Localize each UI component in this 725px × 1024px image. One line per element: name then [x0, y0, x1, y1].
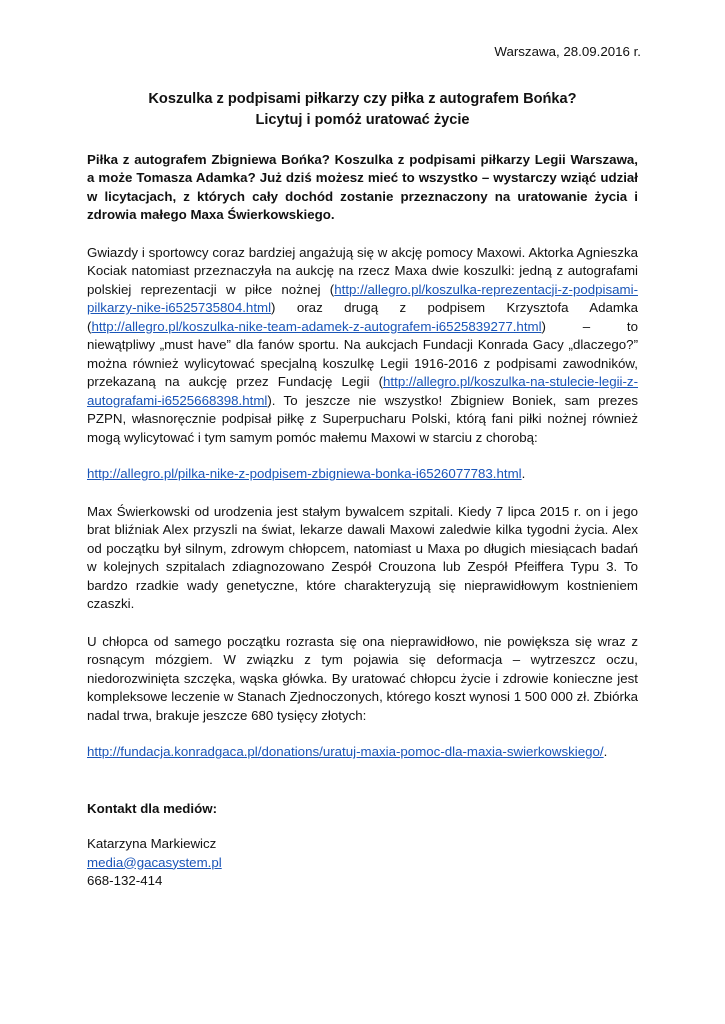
contact-email-link[interactable]: media@gacasystem.pl [87, 854, 222, 870]
link-legia-shirt[interactable]: http://allegro.pl/koszulka-na-stulecie-legii-z-autografami-i6525668398.html [87, 374, 638, 408]
contact-name: Katarzyna Markiewicz [87, 836, 217, 851]
title-line-2: Licytuj i pomóż uratować życie [255, 111, 470, 128]
link-trailing-dot: . [521, 466, 526, 481]
paragraph-text: ) oraz drugą z podpisem Krzysztofa Adamka ( [87, 300, 638, 334]
link-adamek-shirt[interactable]: http://allegro.pl/koszulka-nike-team-adamek-z-autografem-i6525839277.html [91, 318, 542, 334]
document-date: Warszawa, 28.09.2016 r. [494, 44, 641, 59]
link-trailing-dot: . [603, 744, 608, 759]
contact-block [87, 835, 638, 891]
contact-phone: 668-132-414 [87, 873, 163, 888]
link-boniek-ball[interactable]: http://allegro.pl/pilka-nike-z-podpisem-zbigniewa-bonka-i6526077783.html [87, 466, 522, 481]
paragraph-text: ) – to niewątpliwy „must have” dla fanów sportu. Na aukcjach Fundacji Konrada Gacy „dlaczego?” można również wylicytować specjalną koszulkę Legii 1916-2016 z podpisami zawodników, przekazaną na aukcję przez Fundację Legii ( [87, 318, 638, 389]
paragraph-text: ). To jeszcze nie wszystko! Zbigniew Boniek, sam prezes PZPN, własnoręcznie podpisał piłkę z Superpucharu Polski, którą fani piłki nożnej również mogą wylicytować i tym samym pomóc małemu Maxowi w starciu z chorobą: [87, 392, 638, 445]
title-line-1: Koszulka z podpisami piłkarzy czy piłka z autografem Bońka? [148, 90, 577, 107]
paragraph-treatment: U chłopca od samego początku rozrasta się ona nieprawidłowo, nie powiększa się wraz z rosnącym mózgiem. W związku z tym pojawia się deformacja – wytrzeszcz oczu, niedorozwinięta szczęka, wąska główka. By uratować chłopcu życie i zdrowie konieczne jest kompleksowe leczenie w Stanach Zjednoczonych, którego koszt wynosi 1 500 000 zł. Zbiórka nadal trwa, brakuje jeszcze 680 tysięcy złotych: [87, 633, 638, 723]
paragraph-text: Gwiazdy i sportowcy coraz bardziej angażują się w akcję pomocy Maxowi. Aktorka Agnieszka Kociak natomiast przeznaczyła na aukcję na rzecz Maxa dwie koszulki: jedną z autografami polskiej reprezentacji w piłce nożnej ( [87, 244, 638, 297]
fund-link-line [87, 743, 638, 762]
paragraph-max-story: Max Świerkowski od urodzenia jest stałym bywalcem szpitali. Kiedy 7 lipca 2015 r. on i jego brat bliźniak Alex przyszli na świat, lekarze dawali Maxowi zaledwie kilka tygodni życia. Alex od początku był silnym, zdrowym chłopcem, natomiast u Maxa po długich miesiącach badań w kolejnych szpitalach zdiagnozowano Zespół Crouzona lub Zespół Pfeiffera Typu 3. To bardzo rzadkie wady genetyczne, które charakteryzują się nieprawidłowym kostnieniem czaszki. [87, 503, 638, 611]
link-fundraiser[interactable]: http://fundacja.konradgaca.pl/donations/uratuj-maxia-pomoc-dla-maxia-swierkowskiego/ [87, 744, 604, 759]
lead-paragraph: Piłka z autografem Zbigniewa Bońka? Koszulka z podpisami piłkarzy Legii Warszawa, a może Tomasza Adamka? Już dziś możesz mieć to wszystko – wystarczy wziąć udział w licytacjach, z których cały dochód zostanie przeznaczony na uratowanie życia i zdrowia małego Maxa Świerkowskiego. [87, 151, 638, 222]
link-reprezentacja-shirt[interactable]: http://allegro.pl/koszulka-reprezentacji-z-podpisami-pilkarzy-nike-i6525735804.html [87, 281, 638, 315]
ball-link-line [87, 465, 638, 484]
paragraph-auctions [87, 244, 638, 448]
contact-heading: Kontakt dla mediów: [87, 800, 218, 816]
document-title [87, 89, 638, 131]
